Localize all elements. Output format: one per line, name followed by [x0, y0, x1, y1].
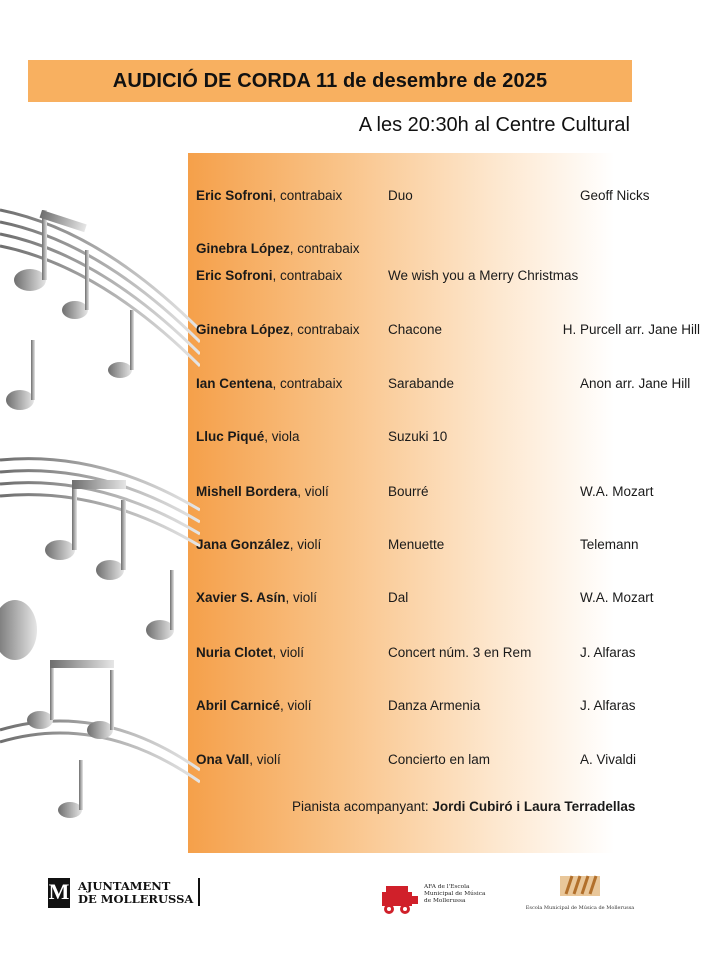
pianist-label: Pianista acompanyant: — [292, 799, 433, 814]
program-row — [196, 696, 716, 716]
performer — [196, 482, 329, 502]
program-row — [196, 482, 716, 502]
performer-name: Ona Vall — [196, 752, 250, 767]
pianist-credit — [292, 799, 635, 814]
performer-instrument: , violí — [249, 752, 281, 767]
performer — [196, 427, 300, 447]
composer: A. Vivaldi — [580, 752, 637, 767]
performer-instrument: , violí — [297, 484, 329, 499]
performer-instrument: , contrabaix — [289, 322, 360, 337]
performer — [196, 374, 342, 394]
program-row — [196, 750, 716, 770]
program-row — [196, 266, 716, 286]
performer-instrument: , contrabaix — [272, 376, 343, 391]
pianist-names: Jordi Cubiró i Laura Terradellas — [432, 799, 636, 814]
piece-title: We wish you a Merry Christmas — [388, 268, 579, 283]
afa-line3: de Mollerussa — [424, 898, 466, 904]
composer: Telemann — [580, 537, 639, 552]
performer-name: Eric Sofroni — [196, 188, 273, 203]
program-row — [196, 535, 716, 555]
performer-name: Ginebra López — [196, 241, 290, 256]
performer-instrument: , contrabaix — [272, 268, 343, 283]
afa-piano-icon — [380, 884, 420, 916]
performer — [196, 186, 342, 206]
performer — [196, 643, 304, 663]
performer-instrument: , contrabaix — [289, 241, 360, 256]
composer: W.A. Mozart — [580, 590, 654, 605]
performer — [196, 750, 281, 770]
piece-title: Bourré — [388, 484, 429, 499]
performer — [196, 320, 360, 340]
performer — [196, 239, 360, 259]
ajuntament-line1: AJUNTAMENT — [78, 879, 171, 893]
composer: W.A. Mozart — [580, 484, 654, 499]
program-row — [196, 320, 716, 340]
afa-line1: AFA de l'Escola — [424, 884, 470, 890]
escola-logo — [520, 872, 640, 911]
performer-name: Jana González — [196, 537, 290, 552]
performer-name: Abril Carnicé — [196, 698, 281, 713]
piece-title: Suzuki 10 — [388, 429, 448, 444]
afa-line2: Municipal de Música — [424, 891, 486, 897]
composer: Geoff Nicks — [580, 188, 650, 203]
piece-title: Sarabande — [388, 376, 455, 391]
ajuntament-logo — [48, 876, 193, 910]
ajuntament-name — [78, 880, 193, 906]
program-row — [196, 239, 716, 259]
piece-title: Dal — [388, 590, 409, 605]
program-row — [196, 374, 716, 394]
performer-instrument: , violí — [289, 537, 322, 552]
performer-name: Ginebra López — [196, 322, 290, 337]
escola-emblem-icon — [558, 872, 602, 898]
piece-title: Concert núm. 3 en Rem — [388, 645, 532, 660]
performer — [196, 588, 317, 608]
composer: Anon arr. Jane Hill — [580, 376, 691, 391]
piece-title: Menuette — [388, 537, 445, 552]
performer — [196, 266, 342, 286]
piece-title: Danza Armenia — [388, 698, 481, 713]
performer-name: Xavier S. Asín — [196, 590, 286, 605]
footer-divider — [198, 878, 200, 906]
composer: J. Alfaras — [580, 698, 636, 713]
program-row — [196, 588, 716, 608]
program-row — [196, 427, 716, 447]
composer: J. Alfaras — [580, 645, 636, 660]
afa-name — [424, 884, 485, 905]
composer: H. Purcell arr. Jane Hill — [562, 322, 700, 337]
performer-instrument: , violí — [280, 698, 312, 713]
performer-instrument: , violí — [285, 590, 318, 605]
afa-logo — [380, 884, 485, 916]
program-row — [196, 186, 716, 206]
performer — [196, 696, 312, 716]
ajuntament-line2: DE MOLLERUSSA — [78, 892, 194, 906]
performer-name: Ian Centena — [196, 376, 273, 391]
performer-name: Eric Sofroni — [196, 268, 273, 283]
ajuntament-mark-icon: M — [48, 878, 70, 908]
performer — [196, 535, 321, 555]
performer-name: Mishell Bordera — [196, 484, 298, 499]
performer-name: Lluc Piqué — [196, 429, 265, 444]
piece-title: Duo — [388, 188, 413, 203]
piece-title: Chacone — [388, 322, 443, 337]
piece-title: Concierto en lam — [388, 752, 491, 767]
page-title: AUDICIÓ DE CORDA 11 de desembre de 2025 — [112, 69, 548, 92]
performer-instrument: , violí — [272, 645, 305, 660]
performer-name: Nuria Clotet — [196, 645, 273, 660]
performer-instrument: , contrabaix — [272, 188, 343, 203]
escola-name: Escola Municipal de Música de Mollerussa — [525, 905, 635, 911]
program-row — [196, 643, 716, 663]
event-time-location: A les 20:30h al Centre Cultural — [358, 114, 630, 136]
performer-instrument: , viola — [264, 429, 300, 444]
